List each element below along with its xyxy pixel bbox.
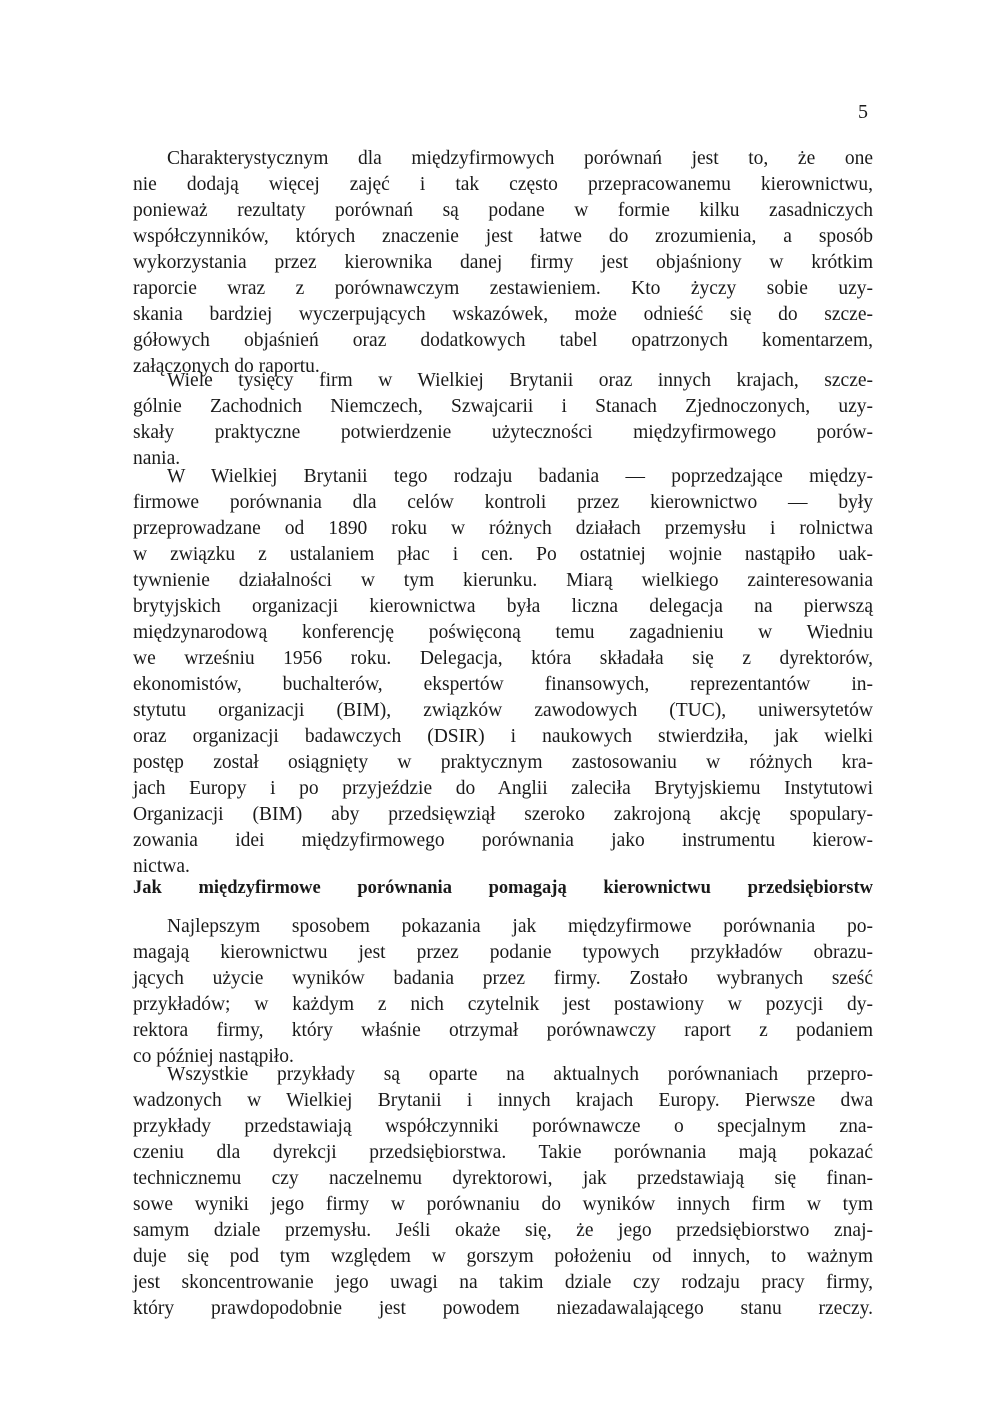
text-line: firmowe porównania dla celów kontroli przez kierownictwo — były — [133, 492, 873, 513]
text-line: jach Europy i po przyjeździe do Anglii zaleciła Brytyjskiemu Instytutowi — [133, 778, 873, 799]
text-line: we wrześniu 1956 roku. Delegacja, która składała się z dyrektorów, — [133, 648, 873, 669]
text-line: Organizacji (BIM) aby przedsięwziął szeroko zakrojoną akcję spopulary- — [133, 804, 873, 825]
text-line: tywnienie działalności w tym kierunku. Miarą wielkiego zainteresowania — [133, 570, 873, 591]
text-line: postęp został osiągnięty w praktycznym zastosowaniu w różnych kra- — [133, 752, 873, 773]
text-line: Charakterystycznym dla międzyfirmowych porównań jest to, że one — [167, 148, 873, 169]
paragraph-2 — [133, 368, 873, 472]
text-line: rektora firmy, który właśnie otrzymał porównawczy raport z podaniem — [133, 1020, 873, 1041]
text-line: jących użycie wyników badania przez firmy. Zostało wybranych sześć — [133, 968, 873, 989]
text-line: współczynników, których znaczenie jest łatwe do zrozumienia, a sposób — [133, 226, 873, 247]
section-heading: Jak międzyfirmowe porównania pomagają kierownictwu przedsiębiorstw — [133, 878, 873, 898]
text-line: jest skoncentrowanie jego uwagi na takim dziale czy rodzaju pracy firmy, — [133, 1272, 873, 1293]
text-line: skania bardziej wyczerpujących wskazówek, może odnieść się do szcze- — [133, 304, 873, 325]
text-line: W Wielkiej Brytanii tego rodzaju badania — poprzedzające między- — [167, 466, 873, 487]
page-number: 5 — [858, 101, 868, 123]
text-line: przykładów; w każdym z nich czytelnik jest postawiony w pozycji dy- — [133, 994, 873, 1015]
text-line: załączonych do raportu. — [133, 356, 320, 377]
text-line: ekonomistów, buchalterów, ekspertów finansowych, reprezentantów in- — [133, 674, 873, 695]
text-line: oraz organizacji badawczych (DSIR) i naukowych stwierdziła, jak wielki — [133, 726, 873, 747]
text-line: stytutu organizacji (BIM), związków zawodowych (TUC), uniwersytetów — [133, 700, 873, 721]
paragraph-1 — [133, 146, 873, 380]
text-line: nania. — [133, 448, 181, 469]
text-line: wykorzystania przez kierownika danej firmy jest objaśniony w krótkim — [133, 252, 873, 273]
text-line: Najlepszym sposobem pokazania jak międzyfirmowe porównania po- — [167, 916, 873, 937]
section-paragraph-1 — [133, 914, 873, 1070]
text-line: sowe wyniki jego firmy w porównaniu do wyników innych firm w tym — [133, 1194, 873, 1215]
text-line: duje się pod tym względem w gorszym położeniu od innych, to ważnym — [133, 1246, 873, 1267]
text-line: raporcie wraz z porównawczym zestawieniem. Kto życzy sobie uzy- — [133, 278, 873, 299]
text-line: międzynarodową konferencję poświęconą temu zagadnieniu w Wiedniu — [133, 622, 873, 643]
paragraph-3 — [133, 464, 873, 880]
text-line: gółowych objaśnień oraz dodatkowych tabel opatrzonych komentarzem, — [133, 330, 873, 351]
text-line: co później nastąpiło. — [133, 1046, 294, 1067]
text-line: Wszystkie przykłady są oparte na aktualnych porównaniach przepro- — [167, 1064, 873, 1085]
text-line: brytyjskich organizacji kierownictwa była liczna delegacja na pierwszą — [133, 596, 873, 617]
text-line: zowania idei międzyfirmowego porównania jako instrumentu kierow- — [133, 830, 873, 851]
text-line: skały praktyczne potwierdzenie użyteczności międzyfirmowego porów- — [133, 422, 873, 443]
text-line: technicznemu czy naczelnemu dyrektorowi, jak przedstawiają się finan- — [133, 1168, 873, 1189]
text-line: nie dodają więcej zajęć i tak często przepracowanemu kierownictwu, — [133, 174, 873, 195]
text-line: czeniu dla dyrekcji przedsiębiorstwa. Takie porównania mają pokazać — [133, 1142, 873, 1163]
text-line: ponieważ rezultaty porównań są podane w formie kilku zasadniczych — [133, 200, 873, 221]
text-line: wadzonych w Wielkiej Brytanii i innych krajach Europy. Pierwsze dwa — [133, 1090, 873, 1111]
text-line: gólnie Zachodnich Niemczech, Szwajcarii i Stanach Zjednoczonych, uzy- — [133, 396, 873, 417]
text-line: przykłady przedstawiają współczynniki porównawcze o specjalnym zna- — [133, 1116, 873, 1137]
section-paragraph-2 — [133, 1062, 873, 1322]
text-line: samym dziale przemysłu. Jeśli okaże się, że jego przedsiębiorstwo znaj- — [133, 1220, 873, 1241]
text-line: magają kierownictwu jest przez podanie typowych przykładów obrazu- — [133, 942, 873, 963]
text-line: który prawdopodobnie jest powodem niezadawalającego stanu rzeczy. — [133, 1298, 873, 1319]
text-line: przeprowadzane od 1890 roku w różnych działach przemysłu i rolnictwa — [133, 518, 873, 539]
text-line: Wiele tysięcy firm w Wielkiej Brytanii oraz innych krajach, szcze- — [167, 370, 873, 391]
text-line: w związku z ustalaniem płac i cen. Po ostatniej wojnie nastąpiło uak- — [133, 544, 873, 565]
text-line: nictwa. — [133, 856, 190, 877]
